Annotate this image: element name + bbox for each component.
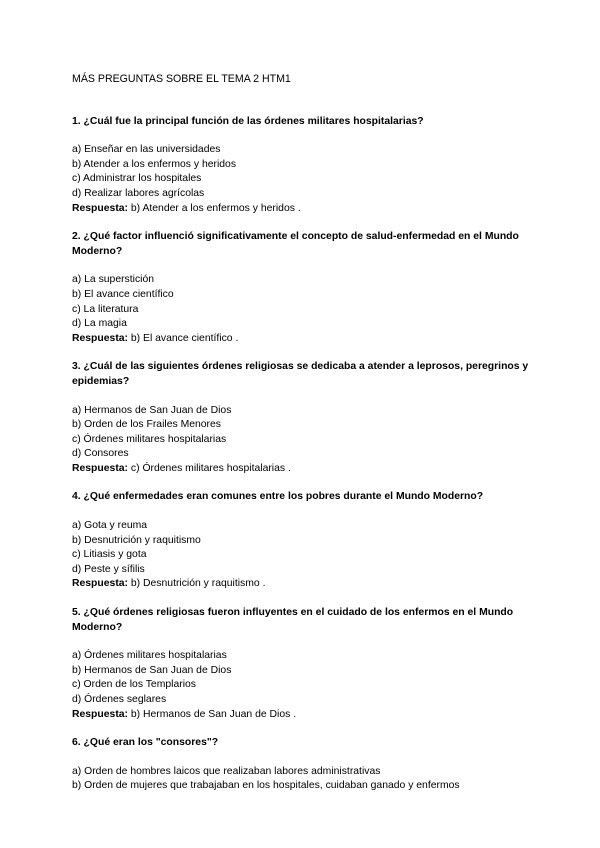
answer-text: b) El avance científico . [128,332,239,344]
option-d: d) Consores [72,448,129,460]
answer [72,202,530,217]
answer-text: b) Atender a los enfermos y heridos . [128,202,301,214]
option-a: a) Hermanos de San Juan de Dios [72,404,232,416]
option-b: b) Hermanos de San Juan de Dios [72,664,232,676]
question-1 [72,115,530,217]
answer-label: Respuesta: [72,332,129,344]
option-b: b) Orden de los Frailes Menores [72,419,221,431]
option-a: a) Órdenes militares hospitalarias [72,650,227,662]
question-text: 5. ¿Qué órdenes religiosas fueron influyentes en el cuidado de los enfermos en el Mundo Moderno? [72,607,514,633]
option-c: c) Orden de los Templarios [72,679,196,691]
option-b: b) El avance científico [72,288,174,300]
question-text: 2. ¿Qué factor influenció significativamente el concepto de salud-enfermedad en el Mundo Moderno? [72,231,519,257]
answer-label: Respuesta: [72,578,129,590]
option-c: c) Litiasis y gota [72,549,147,561]
question-2 [72,230,530,346]
answer [72,708,530,723]
option-d: d) La magia [72,318,127,330]
answer [72,462,530,477]
option-c: c) Administrar los hospitales [72,173,202,185]
question-text: 6. ¿Qué eran los "consores"? [72,737,219,749]
question-5 [72,606,530,722]
option-a: a) Gota y reuma [72,520,148,532]
question-text: 3. ¿Cuál de las siguientes órdenes religiosas se dedicaba a atender a leprosos, peregrinos y epidemias? [72,361,529,387]
answer-text: c) Órdenes militares hospitalarias . [128,462,291,474]
answer-label: Respuesta: [72,708,129,720]
answer-text: b) Hermanos de San Juan de Dios . [128,708,297,720]
option-a: a) Orden de hombres laicos que realizaban labores administrativas [72,765,381,777]
option-d: d) Realizar labores agrícolas [72,187,205,199]
answer-label: Respuesta: [72,202,129,214]
option-d: d) Peste y sífilis [72,563,145,575]
option-b: b) Atender a los enfermos y heridos [72,158,237,170]
answer-text: b) Desnutrición y raquitismo . [128,578,266,590]
question-text: 1. ¿Cuál fue la principal función de las órdenes militares hospitalarias? [72,115,424,127]
question-text: 4. ¿Qué enfermedades eran comunes entre los pobres durante el Mundo Moderno? [72,491,484,503]
option-a: a) Enseñar en las universidades [72,144,221,156]
question-6 [72,736,530,794]
option-d: d) Órdenes seglares [72,694,167,705]
option-c: c) Órdenes militares hospitalarias [72,433,227,445]
answer [72,332,530,347]
option-a: a) La superstición [72,274,155,286]
answer [72,577,530,592]
document-title: MÁS PREGUNTAS SOBRE EL TEMA 2 HTM1 [72,73,291,85]
question-3 [72,360,530,476]
option-b: b) Orden de mujeres que trabajaban en los hospitales, cuidaban ganado y enfermos [72,780,460,792]
question-4 [72,490,530,592]
answer-label: Respuesta: [72,462,129,474]
option-b: b) Desnutrición y raquitismo [72,534,201,546]
option-c: c) La literatura [72,303,139,315]
